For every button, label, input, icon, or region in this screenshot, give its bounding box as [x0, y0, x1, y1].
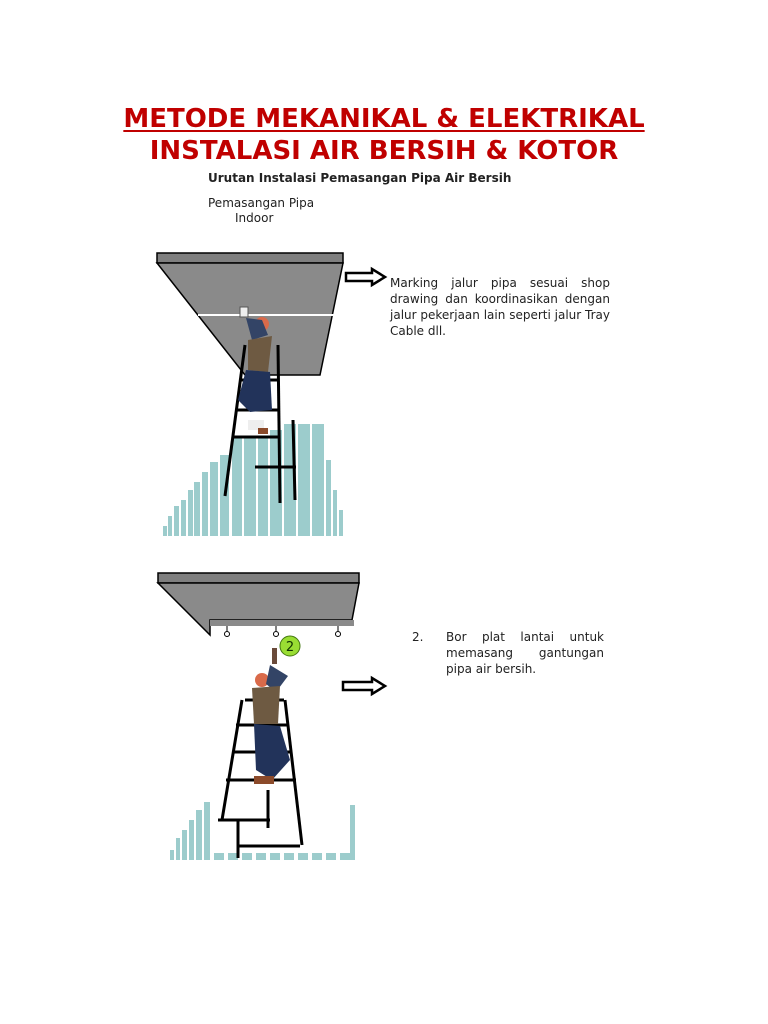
ceiling-slab-illustration	[158, 573, 359, 635]
page-subtitle: Urutan Instalasi Pemasangan Pipa Air Bersih	[208, 171, 512, 185]
step1-description: Marking jalur pipa sesuai shop drawing dan koordinasikan dengan jalur pekerjaan lain seperti jalur Tray Cable dll.	[390, 276, 610, 338]
page-title-line1: METODE MEKANIKAL & ELEKTRIKAL	[123, 104, 645, 134]
step-badge-label: 2	[285, 640, 295, 655]
drill-holes	[225, 626, 341, 637]
section-heading-line1: Pemasangan Pipa	[208, 196, 315, 210]
worker-on-ladder-illustration	[252, 648, 290, 784]
section-heading-line2: Indoor	[235, 211, 274, 225]
page-title-line2: INSTALASI AIR BERSIH & KOTOR	[149, 136, 619, 166]
arrow-right-icon	[343, 678, 385, 694]
step-badge	[280, 636, 300, 656]
scaffold-background	[170, 802, 355, 860]
step2-description: Bor plat lantai untuk memasang gantungan pipa air bersih.	[446, 630, 604, 676]
step2-number: 2.	[412, 630, 424, 644]
